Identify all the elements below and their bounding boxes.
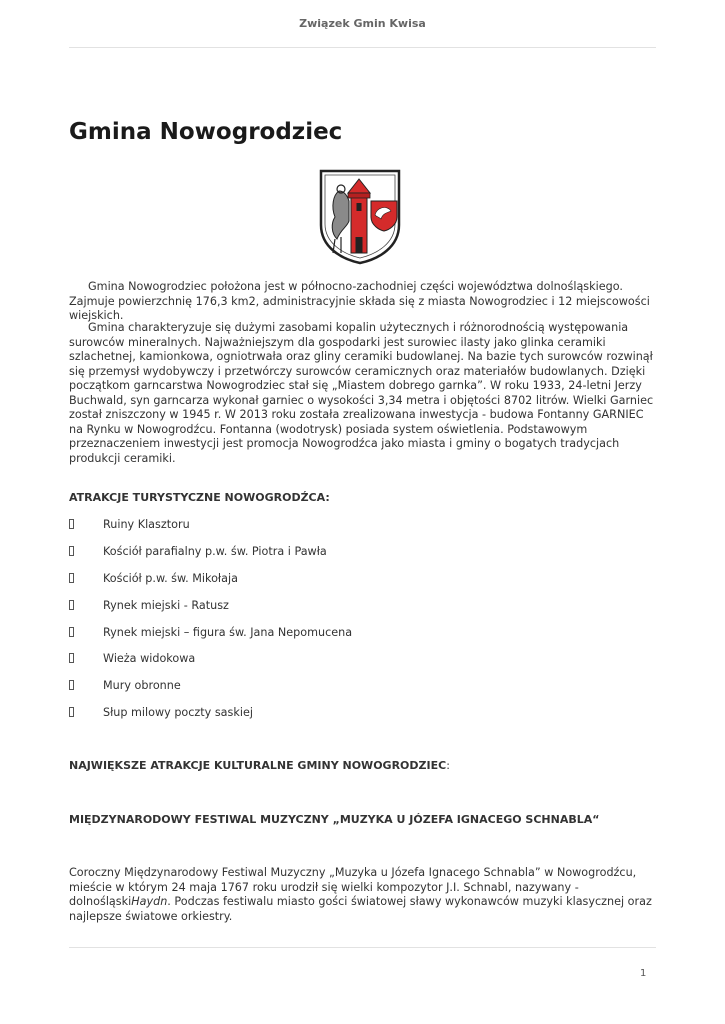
bullet-icon xyxy=(69,573,74,583)
bullet-icon xyxy=(69,519,74,529)
page-number: 1 xyxy=(640,968,647,979)
attractions-heading: ATRAKCJE TURYSTYCZNE NOWOGRODŹCA: xyxy=(69,491,330,504)
tower-window xyxy=(357,203,362,211)
bullet-icon xyxy=(69,707,74,717)
bullet-icon xyxy=(69,546,74,556)
cultural-attractions-heading: NAJWIĘKSZE ATRAKCJE KULTURALNE GMINY NOWOGRODZIEC: xyxy=(69,759,450,772)
document-header: Związek Gmin Kwisa xyxy=(299,17,426,30)
resources-paragraph: Gmina charakteryzuje się dużymi zasobami kopalin użytecznych i różnorodnością występowania surowców mineralnych. Najważniejszym dla gospodarki jest surowiec ilasty jako glinka ceramiki szlachetnej, kamionkowa, ogniotrwała oraz gliny ceramiki budowlanej. Na bazie tych surowców rozwinął się przemysł wydobywczy i przetwórczy surowców ceramicznych oraz materiałów budowlanych. Dzięki początkom garncarstwa Nowogrodziec stał się „Miastem dobrego garnka”. W roku 1933, 24-letni Jerzy Buchwald, syn garncarza wykonał garniec o wysokości 3,34 metra i objętości 8702 litrów. Wielki Garniec został zniszczony w 1945 r. W 2013 roku została zrealizowana inwestycja - budowa Fontanny GARNIEC na Rynku w Nowogrodźcu. Fontanna (wodotrysk) posiada system oświetlenia. Podstawowym przeznaczeniem inwestycji jest promocja Nowogrodźca jako miasta i gminy o bogatych tradycjach produkcji ceramiki. xyxy=(69,321,654,465)
page-title: Gmina Nowogrodziec xyxy=(69,119,343,145)
intro-paragraph: Gmina Nowogrodziec położona jest w północno-zachodniej części województwa dolnośląskiego. Zajmuje powierzchnię 176,3 km2, administracyjnie składa się z miasta Nowogrodziec i 12 miejscowości wiejskich. xyxy=(69,280,650,322)
bullet-icon xyxy=(69,653,74,663)
festival-heading: MIĘDZYNARODOWY FESTIWAL MUZYCZNY „MUZYKA U JÓZEFA IGNACEGO SCHNABLA“ xyxy=(69,813,600,826)
header-divider xyxy=(69,47,656,48)
festival-paragraph: Coroczny Międzynarodowy Festiwal Muzyczny „Muzyka u Józefa Ignacego Schnabla” w Nowogrodźcu, mieście w którym 24 maja 1767 roku urodził się wielki kompozytor J.I. Schnabl, nazywany - dolnośląskiHaydn. Podczas festiwalu miasto gości światowej sławy wykonawców muzyki klasycznej oraz najlepsze światowe orkiestry. xyxy=(69,866,652,923)
coat-of-arms-image xyxy=(317,167,403,265)
bullet-icon xyxy=(69,627,74,637)
tower-door xyxy=(356,237,363,253)
bullet-icon xyxy=(69,680,74,690)
tower-battlement xyxy=(348,193,370,198)
small-shield xyxy=(371,201,397,231)
bullet-icon xyxy=(69,600,74,610)
footer-divider xyxy=(69,947,656,948)
